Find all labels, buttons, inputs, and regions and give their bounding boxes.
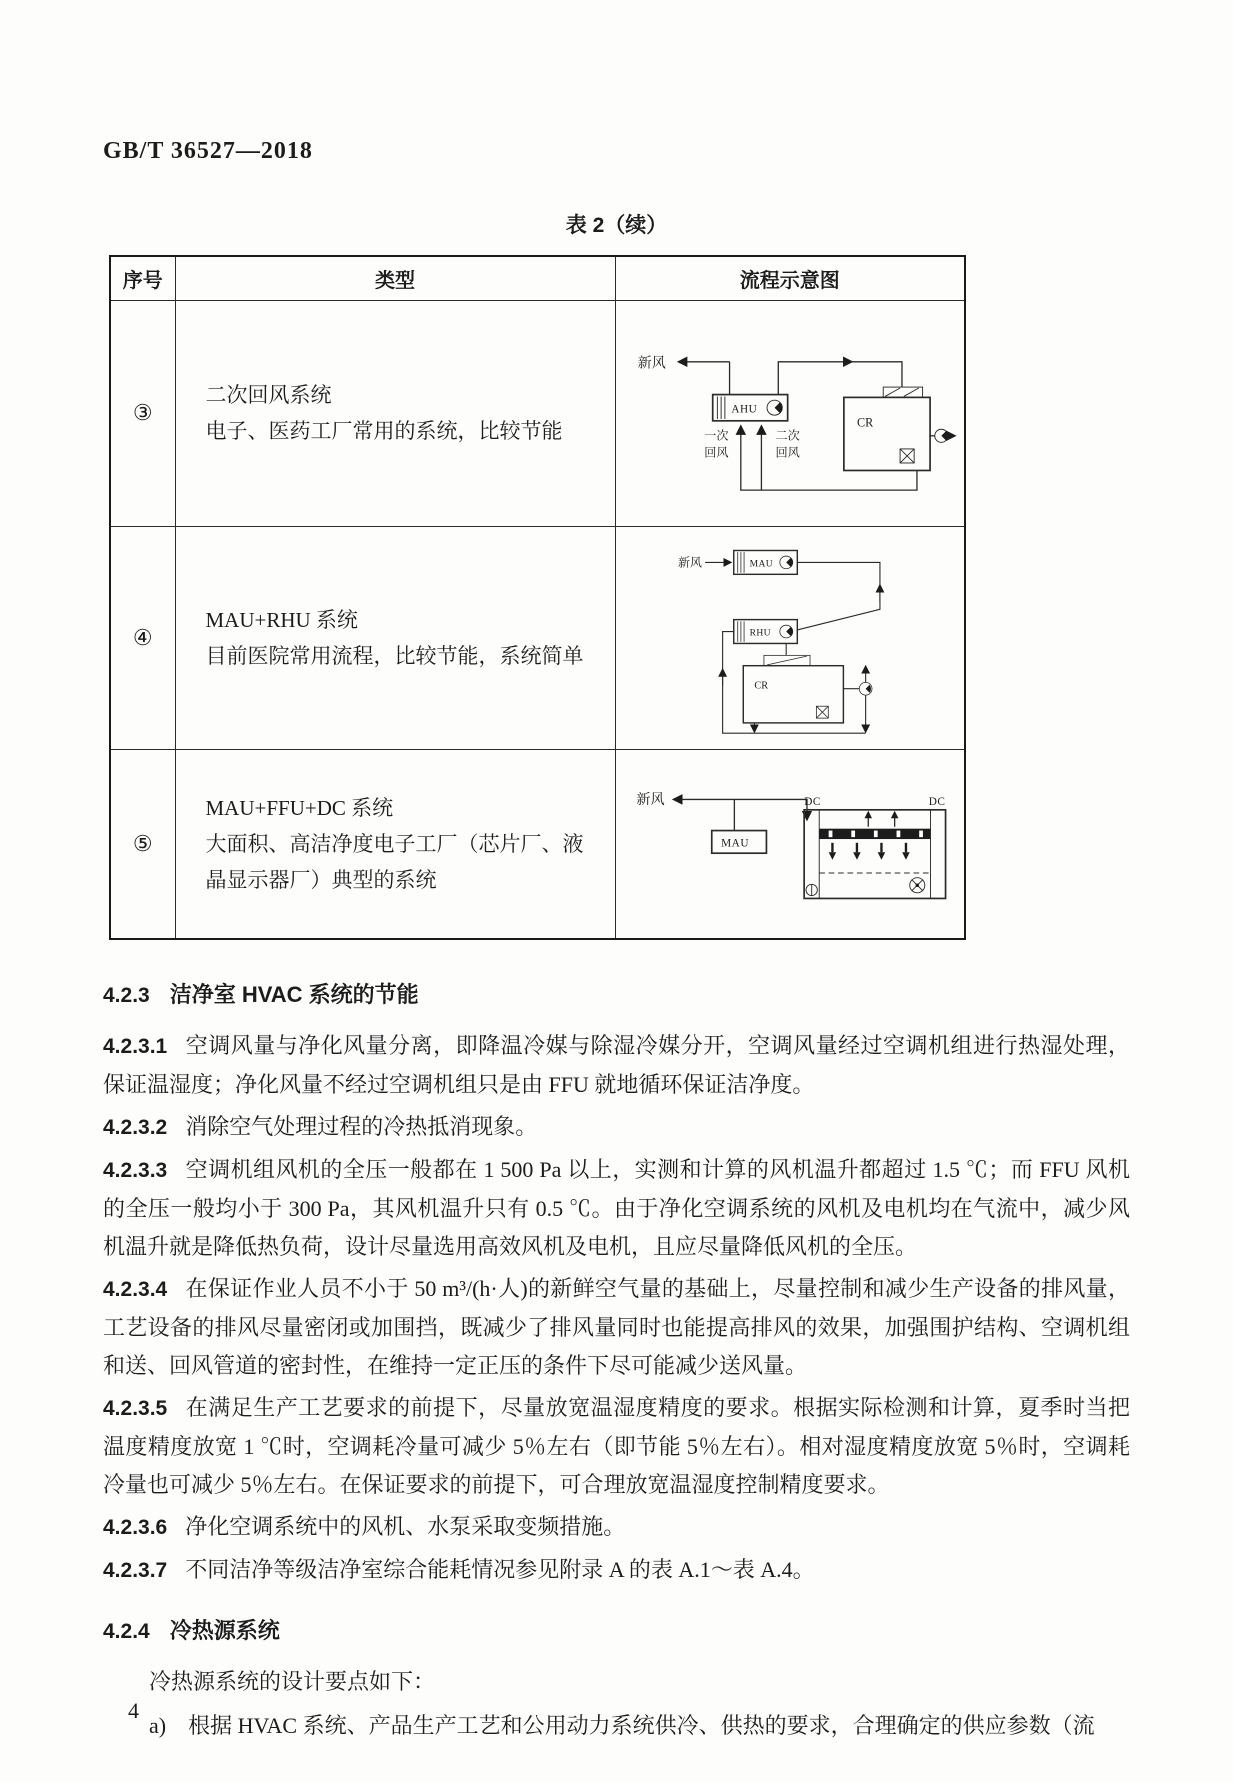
clause-text-block [103,976,1130,1745]
paragraph-number: 4.2.3.7 [103,1559,168,1582]
rhu-label: RHU [749,628,771,638]
heading-4-2-3 [103,976,1130,1015]
heading-number: 4.2.4 [103,1620,150,1643]
supply-down-arrow [734,800,807,820]
dc-left-label: DC [804,796,821,809]
hepa-filter-icon [883,388,922,398]
row-number: ⑤ [110,749,175,939]
table-header-row [110,256,965,300]
paragraph-text: 不同洁净等级洁净室综合能耗情况参见附录 A 的表 A.1～表 A.4。 [185,1557,815,1582]
ahu-unit-icon [712,395,787,421]
row-type-cell [175,749,615,939]
mau-label: MAU [749,558,773,569]
list-item-label: a) [149,1713,167,1738]
cleanroom-box [844,398,930,471]
fan-icon [767,401,783,416]
system-name: MAU+FFU+DC 系统 [205,795,394,820]
heading-title: 冷热源系统 [169,1618,280,1643]
row-number: ③ [110,300,175,526]
fan-icon [779,625,792,638]
system-desc: 电子、医药工厂常用的系统，比较节能 [205,419,563,443]
return-loop-wire [741,442,917,491]
heading-number: 4.2.3 [103,984,150,1007]
mau-supply-wire [797,562,880,630]
heading-4-2-4 [103,1612,1130,1651]
flow-diagram-secondary-return [619,314,961,506]
paragraph-4-2-3-6 [103,1508,1130,1547]
primary-return-label-1: 一次 [704,429,729,444]
system-name: 二次回风系统 [205,383,332,407]
flow-diagram-mau-rhu [667,533,913,738]
table-row [110,526,965,749]
hepa-filter-icon [764,655,810,665]
paragraph-text: 在满足生产工艺要求的前提下，尽量放宽温湿度精度的要求。根据实际检测和计算，夏季时当把温度精度放宽 1 ℃时，空调耗冷量可减少 5％左右（即节能 5％左右）。相对湿度精度放宽 5％时，空调耗冷量也可减少 5％左右。在保证要求的前提下，可合理放宽温湿度控制精度要求。 [103,1395,1130,1497]
mau-unit-icon [711,831,766,854]
mau-label: MAU [720,837,749,850]
exhaust-damper-icon [900,449,914,463]
paragraph-4-2-3-2 [103,1108,1130,1147]
header-type: 类型 [175,256,615,300]
row-diagram-cell [615,526,965,749]
paragraph-4-2-3-1 [103,1027,1130,1104]
downflow-arrows [828,843,909,860]
return-loop-wire [722,631,865,733]
supply-air-arrow [778,362,851,395]
table-title: 表 2（续） [565,214,668,237]
row-diagram-cell [615,749,965,939]
secondary-return-label-1: 二次 [775,429,800,444]
damper-icon [806,885,817,896]
row-type-cell [175,526,615,749]
cr-label: CR [856,415,873,430]
paragraph-number: 4.2.3.5 [103,1397,168,1420]
header-diagram: 流程示意图 [615,256,965,300]
paragraph-4-2-3-7 [103,1551,1130,1590]
table-row [110,749,965,939]
system-desc: 大面积、高洁净度电子工厂（芯片厂、液晶显示器厂）典型的系统 [205,831,584,892]
paragraph-text: 消除空气处理过程的冷热抵消现象。 [185,1114,538,1139]
paragraph-text: 净化空调系统中的风机、水泵采取变频措施。 [185,1514,626,1539]
system-name: MAU+RHU 系统 [205,607,358,632]
list-item-text: 根据 HVAC 系统、产品生产工艺和公用动力系统供冷、供热的要求，合理确定的供应参数（流 [188,1713,1095,1738]
paragraph-text: 空调机组风机的全压一般都在 1 500 Pa 以上，实测和计算的风机温升都超过 1.5 ℃；而 FFU 风机的全压一般均小于 300 Pa，其风机温升只有 0.5 ℃。由于净化空调系统的风机及电机均在气流中，减少风机温升就是降低热负荷，设计尽量选用高效风机及电机，且应尽量降低风机的全压。 [103,1157,1130,1259]
secondary-return-label-2: 回风 [775,445,800,460]
dc-right-label: DC [928,796,946,809]
row-diagram-cell [615,300,965,526]
list-item-a [103,1707,1130,1745]
fresh-air-label: 新风 [677,554,702,569]
flow-diagram-mau-ffu-dc [625,774,955,908]
paragraph-4-2-3-4 [103,1270,1130,1385]
paragraph-number: 4.2.3.6 [103,1516,168,1539]
mau-unit-icon [733,550,797,574]
exhaust-fan-icon [930,430,954,443]
cr-label: CR [753,680,768,692]
recirc-fan-icon [909,878,924,893]
paragraph-number: 4.2.3.1 [103,1035,168,1058]
exhaust-damper-icon [816,706,828,718]
system-type-table [109,255,966,940]
intro-sentence: 冷热源系统的设计要点如下： [149,1669,436,1694]
paragraph-text: 在保证作业人员不小于 50 m³/(h·人)的新鲜空气量的基础上，尽量控制和减少生产设备的排风量，工艺设备的排风尽量密闭或加围挡，既减少了排风量同时也能提高排风的效果，加强围护结构、空调机组和送、回风管道的密封性，在维持一定正压的条件下尽可能减少送风量。 [103,1276,1130,1378]
paragraph-number: 4.2.3.4 [103,1278,168,1301]
paragraph-4-2-3-3 [103,1151,1130,1266]
paragraph-number: 4.2.3.2 [103,1116,168,1139]
row-type-cell [175,300,615,526]
ffu-filter-row-icon [819,829,930,839]
paragraph-text: 空调风量与净化风量分离，即降温冷媒与除湿冷媒分开，空调风量经过空调机组进行热湿处理，保证温湿度；净化风量不经过空调机组只是由 FFU 就地循环保证洁净度。 [103,1033,1130,1097]
heading-title: 洁净室 HVAC 系统的节能 [169,982,419,1007]
row-number: ④ [110,526,175,749]
rhu-unit-icon [733,619,797,643]
header-seq: 序号 [110,256,175,300]
fan-icon [779,556,792,569]
standard-number: GB/T 36527—2018 [103,138,313,164]
ahu-label: AHU [731,403,757,416]
fresh-air-label: 新风 [637,355,666,372]
exhaust-fan-icon [843,666,872,695]
system-desc: 目前医院常用流程，比较节能，系统简单 [205,643,584,668]
paragraph-4-2-3-5 [103,1389,1130,1504]
plenum-up-arrows [864,811,898,827]
table-row [110,300,965,526]
page-number: 4 [128,1698,139,1723]
paragraph-number: 4.2.3.3 [103,1159,168,1182]
fresh-air-label: 新风 [636,792,665,809]
primary-return-label-2: 回风 [704,445,729,460]
